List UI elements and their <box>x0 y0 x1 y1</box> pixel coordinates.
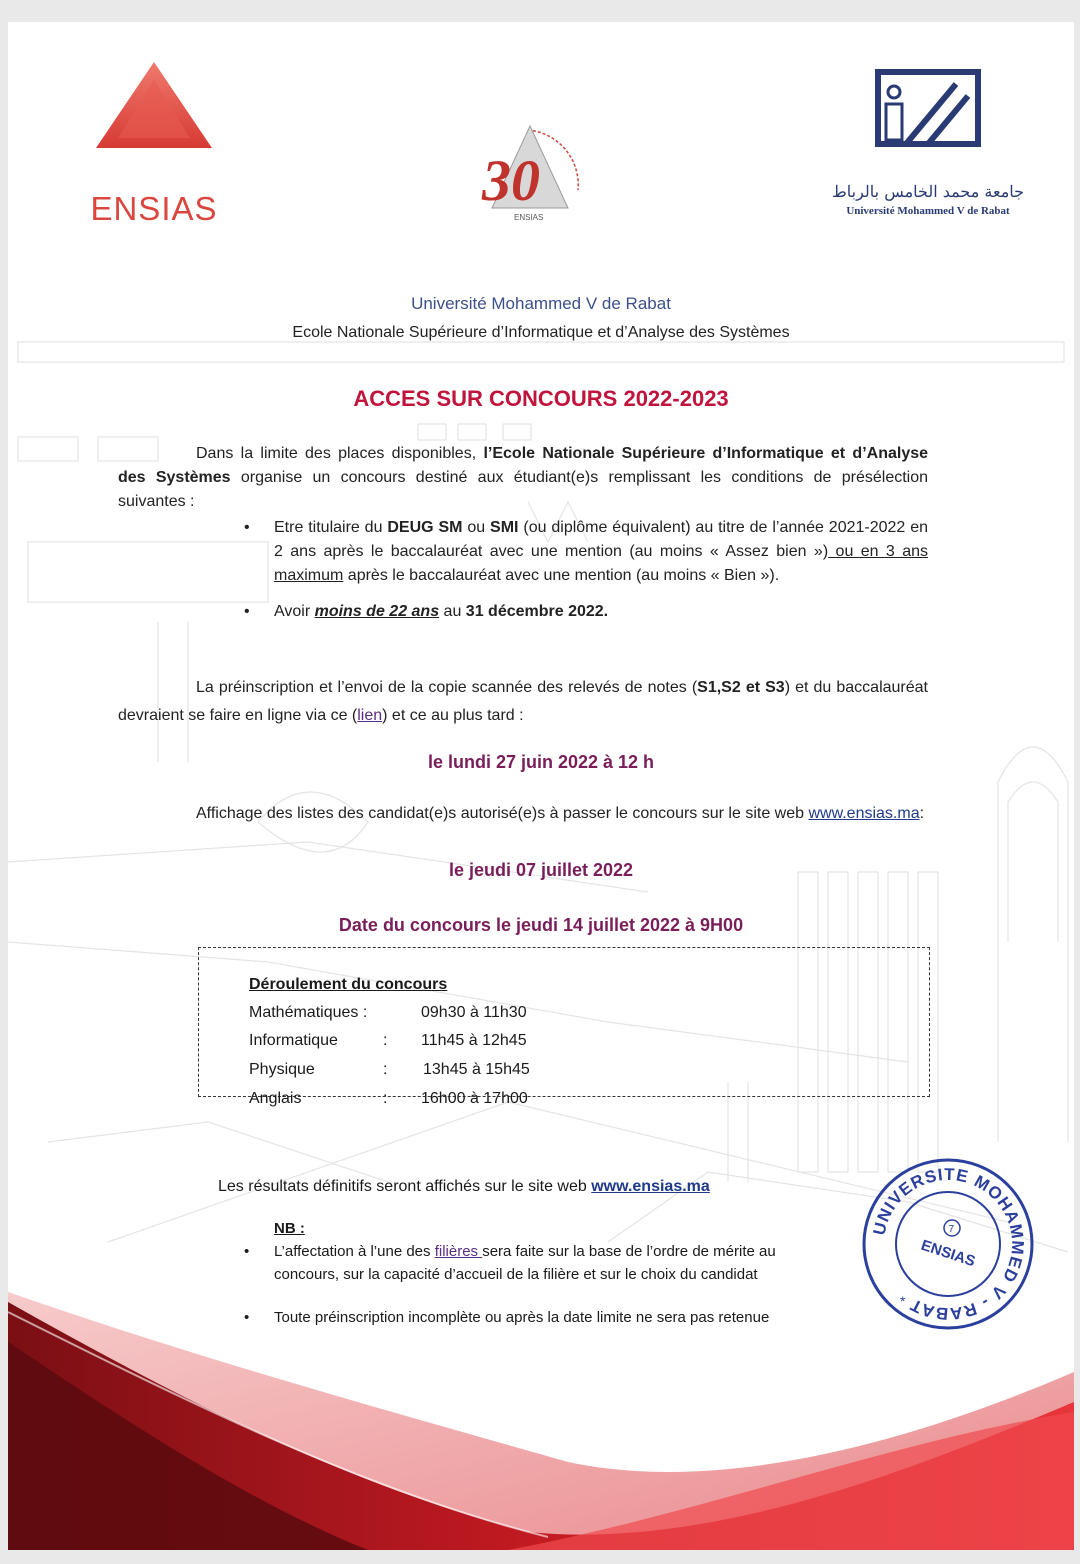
page-title: ACCES SUR CONCOURS 2022-2023 <box>353 386 729 411</box>
schedule-time: 13h45 à 15h45 <box>423 1061 530 1078</box>
anniversary-caption: ENSIAS <box>514 213 544 222</box>
schedule-separator: : <box>383 1061 388 1078</box>
semesters: S1,S2 et S3 <box>697 679 785 696</box>
deadline-date: le lundi 27 juin 2022 à 12 h <box>427 752 655 772</box>
results-line <box>218 1178 710 1196</box>
results-text: Les résultats définitifs seront affichés sur le site web <box>218 1178 592 1195</box>
filieres-link[interactable]: filières <box>434 1243 483 1260</box>
um5-logo <box>828 62 1028 222</box>
intro-text-3: organise un concours destiné aux étudiant(e)s remplissant les conditions de présélection suivantes : <box>118 469 929 510</box>
conditions-list <box>236 516 928 624</box>
schedule-box <box>198 947 930 1107</box>
nb-text: sera faite sur la base de l’ordre de mérite au concours, sur la capacité d’accueil de la filière et sur le choix du candidat <box>274 1243 776 1283</box>
affichage-paragraph <box>118 800 928 828</box>
affichage-text: Affichage des listes des candidat(e)s autorisé(e)s à passer le concours sur le site web <box>196 805 809 822</box>
preinscription-paragraph <box>118 674 928 730</box>
condition-item-age <box>236 600 928 624</box>
nb-item-affectation <box>238 1240 838 1286</box>
schedule-subject: Informatique <box>249 1032 338 1049</box>
condition-text: ou <box>462 519 491 536</box>
condition-text: Avoir <box>274 603 315 620</box>
ensias-logo <box>66 60 242 227</box>
schedule-separator: : <box>383 1090 388 1107</box>
bullet-icon: • <box>244 1243 250 1260</box>
nb-text: Toute préinscription incomplète ou après la date limite ne sera pas retenue <box>274 1309 770 1326</box>
bullet-icon: • <box>244 1309 250 1326</box>
condition-item-diploma <box>236 516 928 588</box>
school-name: Ecole Nationale Supérieure d’Informatique et d’Analyse des Systèmes <box>292 324 790 341</box>
schedule-title: Déroulement du concours <box>249 976 448 993</box>
preinscription-text: ) et ce au plus tard : <box>382 707 524 724</box>
bullet-icon: • <box>244 519 250 536</box>
nb-text: L’affectation à l’une des <box>274 1243 435 1260</box>
schedule-separator: : <box>383 1032 388 1049</box>
smi: SMI <box>490 519 519 536</box>
um5-latin-name: Université Mohammed V de Rabat <box>846 205 1010 217</box>
intro-text-1: Dans la limite des places disponibles, <box>196 445 484 462</box>
stamp-number: 7 <box>948 1224 955 1235</box>
registration-link[interactable]: lien <box>357 707 383 724</box>
ensias-website-link[interactable]: www.ensias.ma <box>808 805 920 822</box>
schedule-time: 16h00 à 17h00 <box>421 1090 528 1107</box>
bullet-icon: • <box>244 603 250 620</box>
anniversary-number: 30 <box>482 148 540 213</box>
intro-paragraph <box>118 442 928 514</box>
list-date: le jeudi 07 juillet 2022 <box>448 860 634 880</box>
schedule-time: 11h45 à 12h45 <box>421 1032 527 1049</box>
schedule-subject: Physique <box>249 1061 315 1078</box>
three-years-max: ou en 3 ans maximum <box>274 543 929 584</box>
schedule-subject: Anglais <box>249 1090 302 1107</box>
results-website-link[interactable]: www.ensias.ma <box>591 1178 710 1195</box>
deug-sm: DEUG SM <box>387 519 463 536</box>
exam-date: Date du concours le jeudi 14 juillet 2022 à 9H00 <box>338 915 744 935</box>
intro-school-name: l’Ecole Nationale Supérieure d’Informatique et d’Analyse des Systèmes <box>118 445 929 486</box>
stamp-ring-text: UNIVERSITE MOHAMMED V - RABAT <box>869 1164 1028 1324</box>
nb-label: NB : <box>274 1220 305 1237</box>
schedule-time: 09h30 à 11h30 <box>421 1004 527 1021</box>
age-date: 31 décembre 2022. <box>465 603 609 620</box>
condition-text: (ou diplôme équivalent) au titre de l’année 2021-2022 en 2 ans après le baccalauréat avec une mention (au moins « Assez bien ») <box>274 519 929 560</box>
university-name: Université Mohammed V de Rabat <box>411 294 671 313</box>
triangle-logo-icon <box>66 60 242 185</box>
document-page <box>8 22 1074 1550</box>
condition-text: Etre titulaire du <box>274 519 388 536</box>
anniversary-emblem-icon <box>468 120 592 240</box>
age-limit: moins de 22 ans <box>314 603 440 620</box>
preinscription-text: La préinscription et l’envoi de la copie scannée des relevés de notes ( <box>196 679 698 696</box>
condition-text: au <box>439 603 466 620</box>
anniversary-logo <box>468 120 592 240</box>
ensias-logo-text: ENSIAS <box>90 190 218 227</box>
schedule-subject: Mathématiques : <box>249 1004 368 1021</box>
preinscription-text: ) et du baccalauréat devraient se faire en ligne via ce ( <box>118 679 928 724</box>
decorative-waves <box>8 1282 1074 1550</box>
um5-arabic-name: جامعة محمد الخامس بالرباط <box>831 182 1025 201</box>
condition-text: après le baccalauréat avec une mention (au moins « Bien »). <box>343 567 780 584</box>
affichage-text: : <box>919 805 925 822</box>
stamp-star: * <box>900 1293 906 1309</box>
stamp-center-text: ENSIAS <box>918 1236 978 1271</box>
um5-building-icon <box>828 62 1028 180</box>
